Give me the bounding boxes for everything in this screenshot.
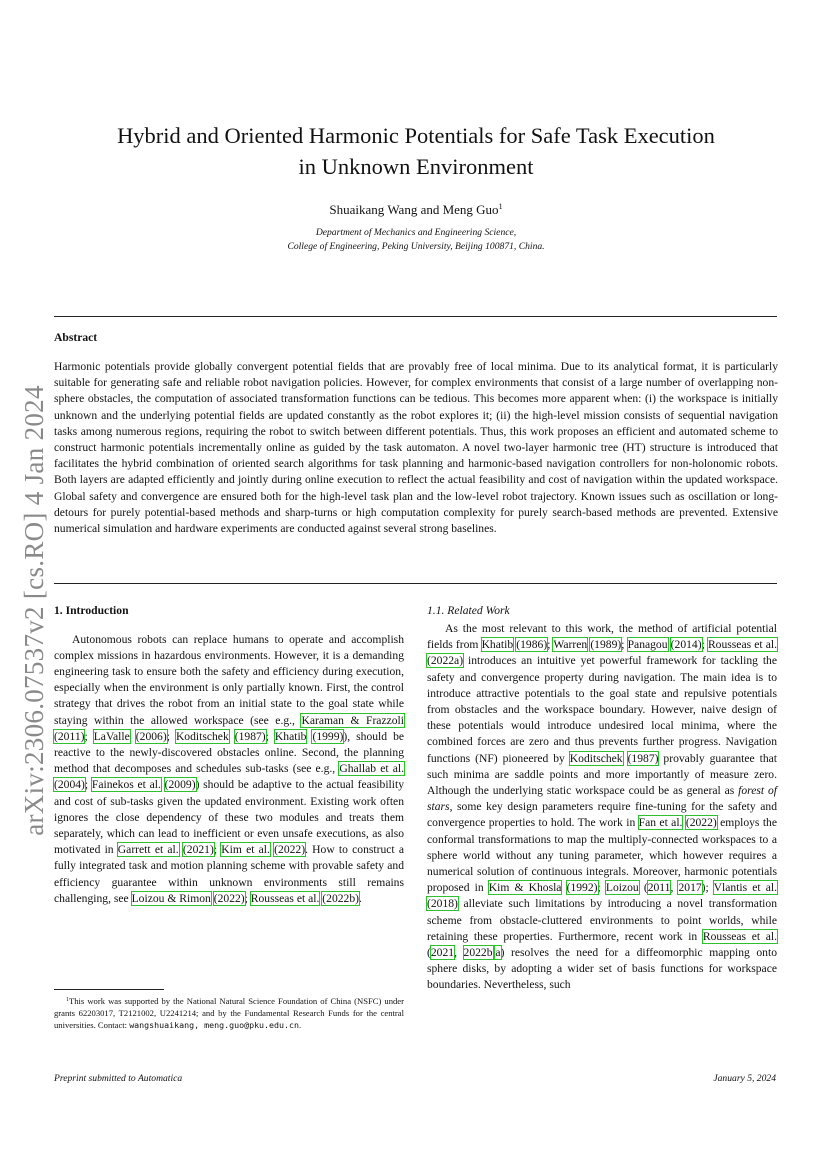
subsection-heading-related-work: 1.1. Related Work xyxy=(427,604,510,617)
text-run xyxy=(561,881,566,894)
footnote-text: This work was supported by the National Natural Science Foundation of China (NSFC) under grants 62203017, T2121002, U2241214; and by the Fundamental Research Funds for the central universities. Contact: xyxy=(54,996,404,1031)
text-run xyxy=(229,730,235,743)
text-run: ; xyxy=(597,881,606,895)
left-column xyxy=(54,603,404,907)
author-names: Shuaikang Wang and Meng Guo xyxy=(329,202,499,217)
abstract-text: Harmonic potentials provide globally convergent potential fields that are provably free of local minima. Due to its analytical format, it is particularly suitable for generating safe and reliable robot navigation policies. However, for complex environments that consist of a large number of overlapping non-sphere obstacles, the computation of associated transformation functions can be tedious. This becomes more apparent when: (i) the workspace is initially unknown and the underlying potential fields are updated constantly as the robot explores it; (ii) the high-level mission consists of sequential navigation tasks among numerous regions, requiring the robot to switch between different potentials. Thus, this work proposes an efficient and automated scheme to construct harmonic potentials incrementally online as guided by the task automaton. A novel two-layer harmonic tree (HT) structure is introduced that facilitates the hybrid combination of oriented search algorithms for task planning and harmonic-based navigation controllers for non-holonomic robots. Both layers are adapted efficiently and jointly during online execution to reflect the actual feasibility and cost of navigation within the updated workspace. Global safety and convergence are ensured both for the high-level task plan and the low-level robot trajectory. Known issues such as oscillation or long-detours for purely potential-based methods and sharp-turns or high computation complexity for purely search-based methods are prevented. Extensive numerical simulation and hardware experiments are conducted against several strong baselines. xyxy=(54,360,778,536)
text-run: ; xyxy=(621,638,628,652)
text-run: ; xyxy=(701,638,708,652)
citation-link[interactable]: LaValle xyxy=(93,729,130,743)
text-run: , some key design parameters require fine-tuning for the safety and convergence properties to hold. The work in xyxy=(427,800,777,830)
footnote-email[interactable]: wangshuaikang, meng.guo@pku.edu.cn xyxy=(129,1020,300,1031)
citation-link[interactable]: Koditschek xyxy=(569,751,623,765)
citation-link[interactable]: (2018) xyxy=(427,897,458,911)
citation-link[interactable]: 2011 xyxy=(647,881,671,895)
citation-link[interactable]: Kim & Khosla xyxy=(488,881,562,895)
citation-link[interactable]: Garrett et al. xyxy=(117,843,179,857)
citation-link[interactable]: (2004) xyxy=(54,778,85,792)
citation-link[interactable]: (2011) xyxy=(54,729,85,743)
citation-link[interactable]: 2017 xyxy=(678,881,702,895)
text-run: . xyxy=(359,891,362,905)
citation-link[interactable]: a xyxy=(495,946,501,960)
citation-link[interactable]: Fan et al. xyxy=(638,816,683,830)
arxiv-id[interactable]: arXiv:2306.07537v2 [cs.RO] 4 Jan 2024 xyxy=(18,384,49,836)
section-heading-introduction: 1. Introduction xyxy=(54,604,129,617)
text-run: ; xyxy=(265,729,275,743)
citation-link[interactable]: Fainekos et al. xyxy=(91,778,161,792)
text-run: ; xyxy=(547,638,554,652)
text-run: alleviate such limitations by introducing a novel transformation scheme from obstacle-cluttered environments to point worlds, while retaining these properties. Furthermore, recent work in xyxy=(427,897,777,943)
citation-link[interactable]: (2022) xyxy=(274,843,306,857)
title-line-1: Hybrid and Oriented Harmonic Potentials for Safe Task Execution xyxy=(117,123,715,148)
text-run: introduces an intuitive yet powerful framework for tackling the safety and convergence property during navigation. The main idea is to introduce attractive potentials to the goal state and repulsive potentials from obstacles and the workspace boundary. However, naive design of these potentials would introduce undesired local minima, where the combined forces are zero and thus prevents further progress. Navigation functions (NF) pioneered by xyxy=(427,654,777,765)
text-run: , xyxy=(492,946,496,960)
citation-link[interactable]: (2022b) xyxy=(322,891,359,905)
citation-link[interactable]: (2022) xyxy=(213,891,245,905)
citation-link[interactable]: (1987) xyxy=(627,751,659,765)
text-run: Autonomous robots can replace humans to operate and accomplish complex missions in hazardous environments. However, it is a demanding engineering task to ensure both the safety and efficiency during execution, especially when the environment is only partially known. First, the control strategy that drives the robot from an initial state to the goal state while staying within the allowed workspace (see e.g., xyxy=(54,632,404,727)
citation-link[interactable]: (2009) xyxy=(164,778,196,792)
footnote xyxy=(54,994,404,1032)
author-footnote-mark[interactable]: 1 xyxy=(498,202,503,211)
text-run: provably guarantee that such minima are saddle points and more importantly of measure zero. Although the underlying static workspace could be as general as xyxy=(427,751,777,798)
text-run: , xyxy=(454,946,464,960)
authors xyxy=(55,202,777,218)
citation-link[interactable]: Rousseas et al. xyxy=(707,638,778,652)
citation-link[interactable]: Kim et al. xyxy=(221,843,270,857)
affiliation-line-1: Department of Mechanics and Engineering Science, xyxy=(315,227,517,238)
citation-link[interactable]: Vlantis et al. xyxy=(713,881,778,895)
text-run: ) should be adaptive to the actual feasibility and cost of sub-tasks given the updated environment. Existing work often ignores the close dependency of these two modules and treats them separately, which can lead to inefficient or even unsafe executions, as also motivated in xyxy=(54,778,404,857)
citation-link[interactable]: Ghallab et al. xyxy=(339,762,404,776)
right-column xyxy=(427,603,777,994)
citation-link[interactable]: Panagou xyxy=(627,638,668,652)
citation-link[interactable]: Loizou xyxy=(605,881,639,895)
intro-paragraph xyxy=(54,632,404,907)
text-run: ( xyxy=(427,946,431,960)
text-run: ; xyxy=(244,891,251,905)
citation-link[interactable]: Rousseas et al. xyxy=(250,891,320,905)
citation-link[interactable]: (2014) xyxy=(670,638,702,652)
abstract-heading: Abstract xyxy=(54,331,98,344)
citation-link[interactable]: (1999) xyxy=(312,729,344,743)
text-run: ), should be reactive to the newly-discovered obstacles online. Second, the planning method that decomposes and schedules sub-tasks (see e.g., xyxy=(54,729,405,776)
text-run: ; xyxy=(213,843,222,857)
citation-link[interactable]: 2021 xyxy=(430,946,455,960)
paper-title xyxy=(55,120,777,182)
text-run: employs the conformal transformations to map the multiply-connected workspaces to a sphere world without any tuning parameter, which however requires a numerical solution of continuous integrals. Moreover, harmonic potentials proposed in xyxy=(427,816,777,895)
text-run: ( xyxy=(638,881,648,895)
citation-link[interactable]: Warren xyxy=(553,638,588,652)
text-run: ; xyxy=(166,729,176,743)
preprint-note: Preprint submitted to Automatica xyxy=(54,1073,183,1084)
date-note: January 5, 2024 xyxy=(713,1073,776,1084)
citation-link[interactable]: (1992) xyxy=(566,881,598,895)
citation-link[interactable]: 2022b xyxy=(463,946,493,960)
text-run: ); xyxy=(701,881,714,895)
citation-link[interactable]: Khatib xyxy=(481,638,514,652)
citation-link[interactable]: Karaman & Frazzoli xyxy=(301,713,404,727)
footnote-rule xyxy=(54,989,164,990)
citation-link[interactable]: (2021) xyxy=(182,843,214,857)
text-run xyxy=(130,730,136,743)
footnote-mark: 1 xyxy=(66,997,69,1003)
citation-link[interactable]: Rousseas et al. xyxy=(702,929,777,943)
text-run xyxy=(623,752,628,765)
citation-link[interactable]: Khatib xyxy=(274,729,307,743)
text-run: ; xyxy=(84,778,92,792)
text-run: . xyxy=(299,1020,302,1031)
citation-link[interactable]: (2022) xyxy=(685,816,717,830)
citation-link[interactable]: (1987) xyxy=(234,729,266,743)
citation-link[interactable]: Koditschek xyxy=(175,729,229,743)
emphasis-text: forest of stars xyxy=(427,784,777,814)
text-run: ; xyxy=(84,729,94,743)
text-run: As the most relevant to this work, the method of artificial potential fields from xyxy=(427,622,777,652)
arxiv-sidebar-stamp xyxy=(14,375,54,845)
text-run: . How to construct a fully integrated task and motion planning scheme with provable safety and efficiency guarantee within unknown environments still remains challenging, see xyxy=(54,843,405,905)
abstract-top-rule xyxy=(54,316,777,317)
text-run: ) resolves the need for a diffeomorphic mapping onto sphere disks, by adopting a wider set of basis functions for workspace boundaries. Nevertheless, such xyxy=(427,946,777,992)
citation-link[interactable]: (2006) xyxy=(135,729,167,743)
citation-link[interactable]: (2022a) xyxy=(427,654,464,668)
affiliation-line-2: College of Engineering, Peking University, Beijing 100871, China. xyxy=(287,240,545,252)
text-run: , xyxy=(670,881,679,895)
affiliation xyxy=(55,226,777,253)
related-work-paragraph xyxy=(427,621,777,994)
title-line-2: in Unknown Environment xyxy=(298,154,534,179)
abstract-bottom-rule xyxy=(54,583,777,584)
citation-link[interactable]: (1989) xyxy=(590,638,622,652)
citation-link[interactable]: Loizou & Rimon xyxy=(131,891,211,905)
citation-link[interactable]: (1986) xyxy=(516,638,548,652)
